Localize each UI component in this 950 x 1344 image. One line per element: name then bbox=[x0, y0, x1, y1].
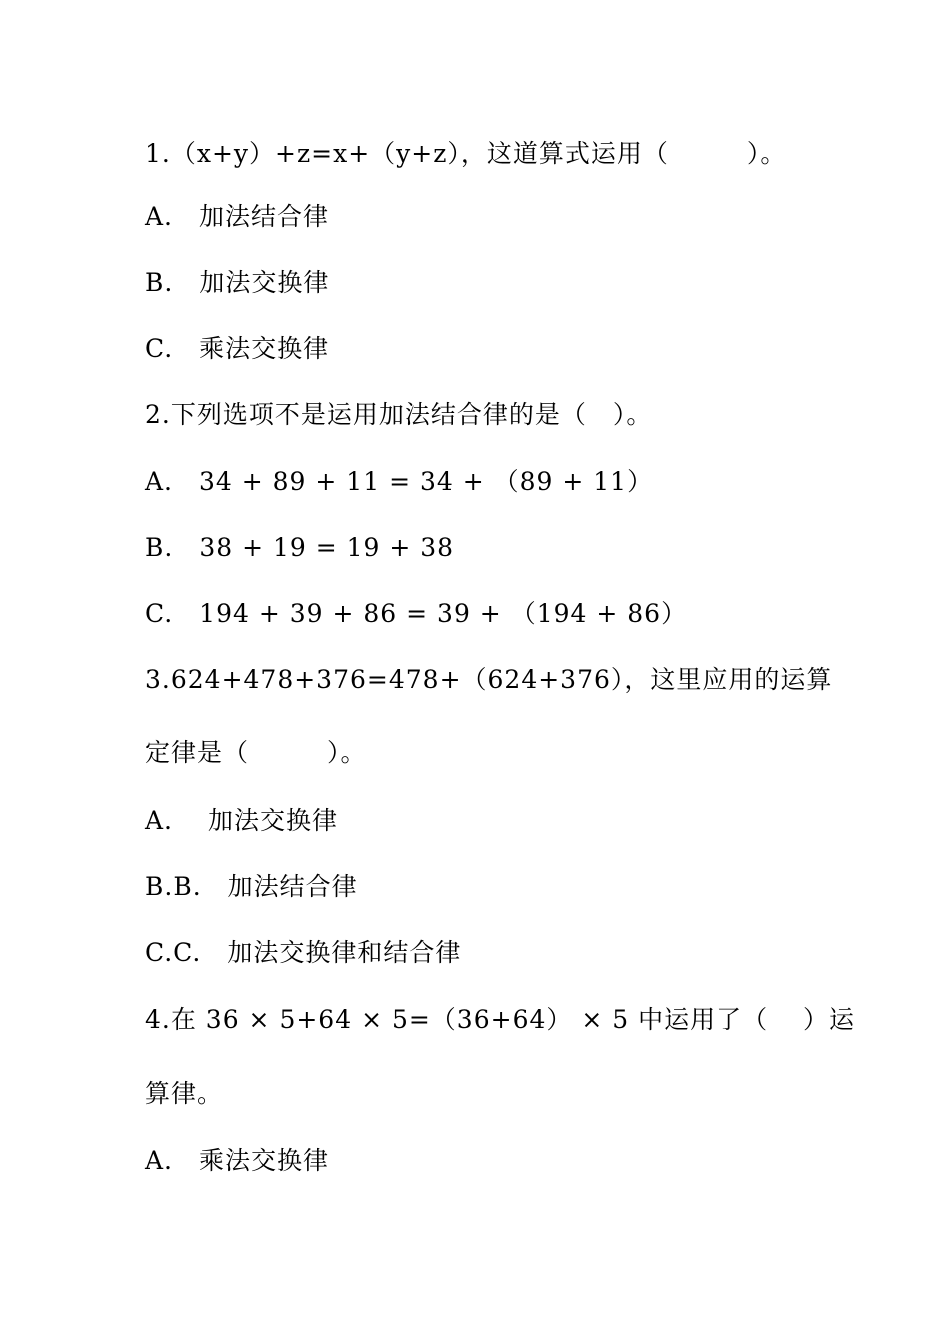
question-3-stem-line-2: 定律是（ ）。 bbox=[145, 738, 367, 767]
question-4-stem-line-1: 4.在 36 × 5+64 × 5=（36+64） × 5 中运用了（ ）运 bbox=[145, 1005, 856, 1034]
question-1-option-a: A. 加法结合律 bbox=[145, 202, 330, 231]
question-3-option-c: C.C. 加法交换律和结合律 bbox=[145, 938, 462, 967]
question-1-option-c: C. 乘法交换律 bbox=[145, 334, 330, 363]
question-3-option-b: B.B. 加法结合律 bbox=[145, 872, 358, 901]
question-2-option-c: C. 194 + 39 + 86 = 39 + （194 + 86） bbox=[145, 599, 688, 628]
question-2-stem: 2.下列选项不是运用加法结合律的是（ ）。 bbox=[145, 400, 653, 429]
question-3-option-a: A. 加法交换律 bbox=[145, 806, 338, 835]
question-2-option-a: A. 34 + 89 + 11 = 34 + （89 + 11） bbox=[145, 467, 654, 496]
question-3-stem-line-1: 3.624+478+376=478+（624+376），这里应用的运算 bbox=[145, 665, 833, 694]
question-4-stem-line-2: 算律。 bbox=[145, 1079, 224, 1108]
question-4-option-a: A. 乘法交换律 bbox=[145, 1146, 330, 1175]
question-1-stem: 1.（x+y）+z=x+（y+z），这道算式运用（ ）。 bbox=[145, 139, 787, 168]
question-2-option-b: B. 38 + 19 = 19 + 38 bbox=[145, 533, 455, 562]
question-1-option-b: B. 加法交换律 bbox=[145, 268, 330, 297]
